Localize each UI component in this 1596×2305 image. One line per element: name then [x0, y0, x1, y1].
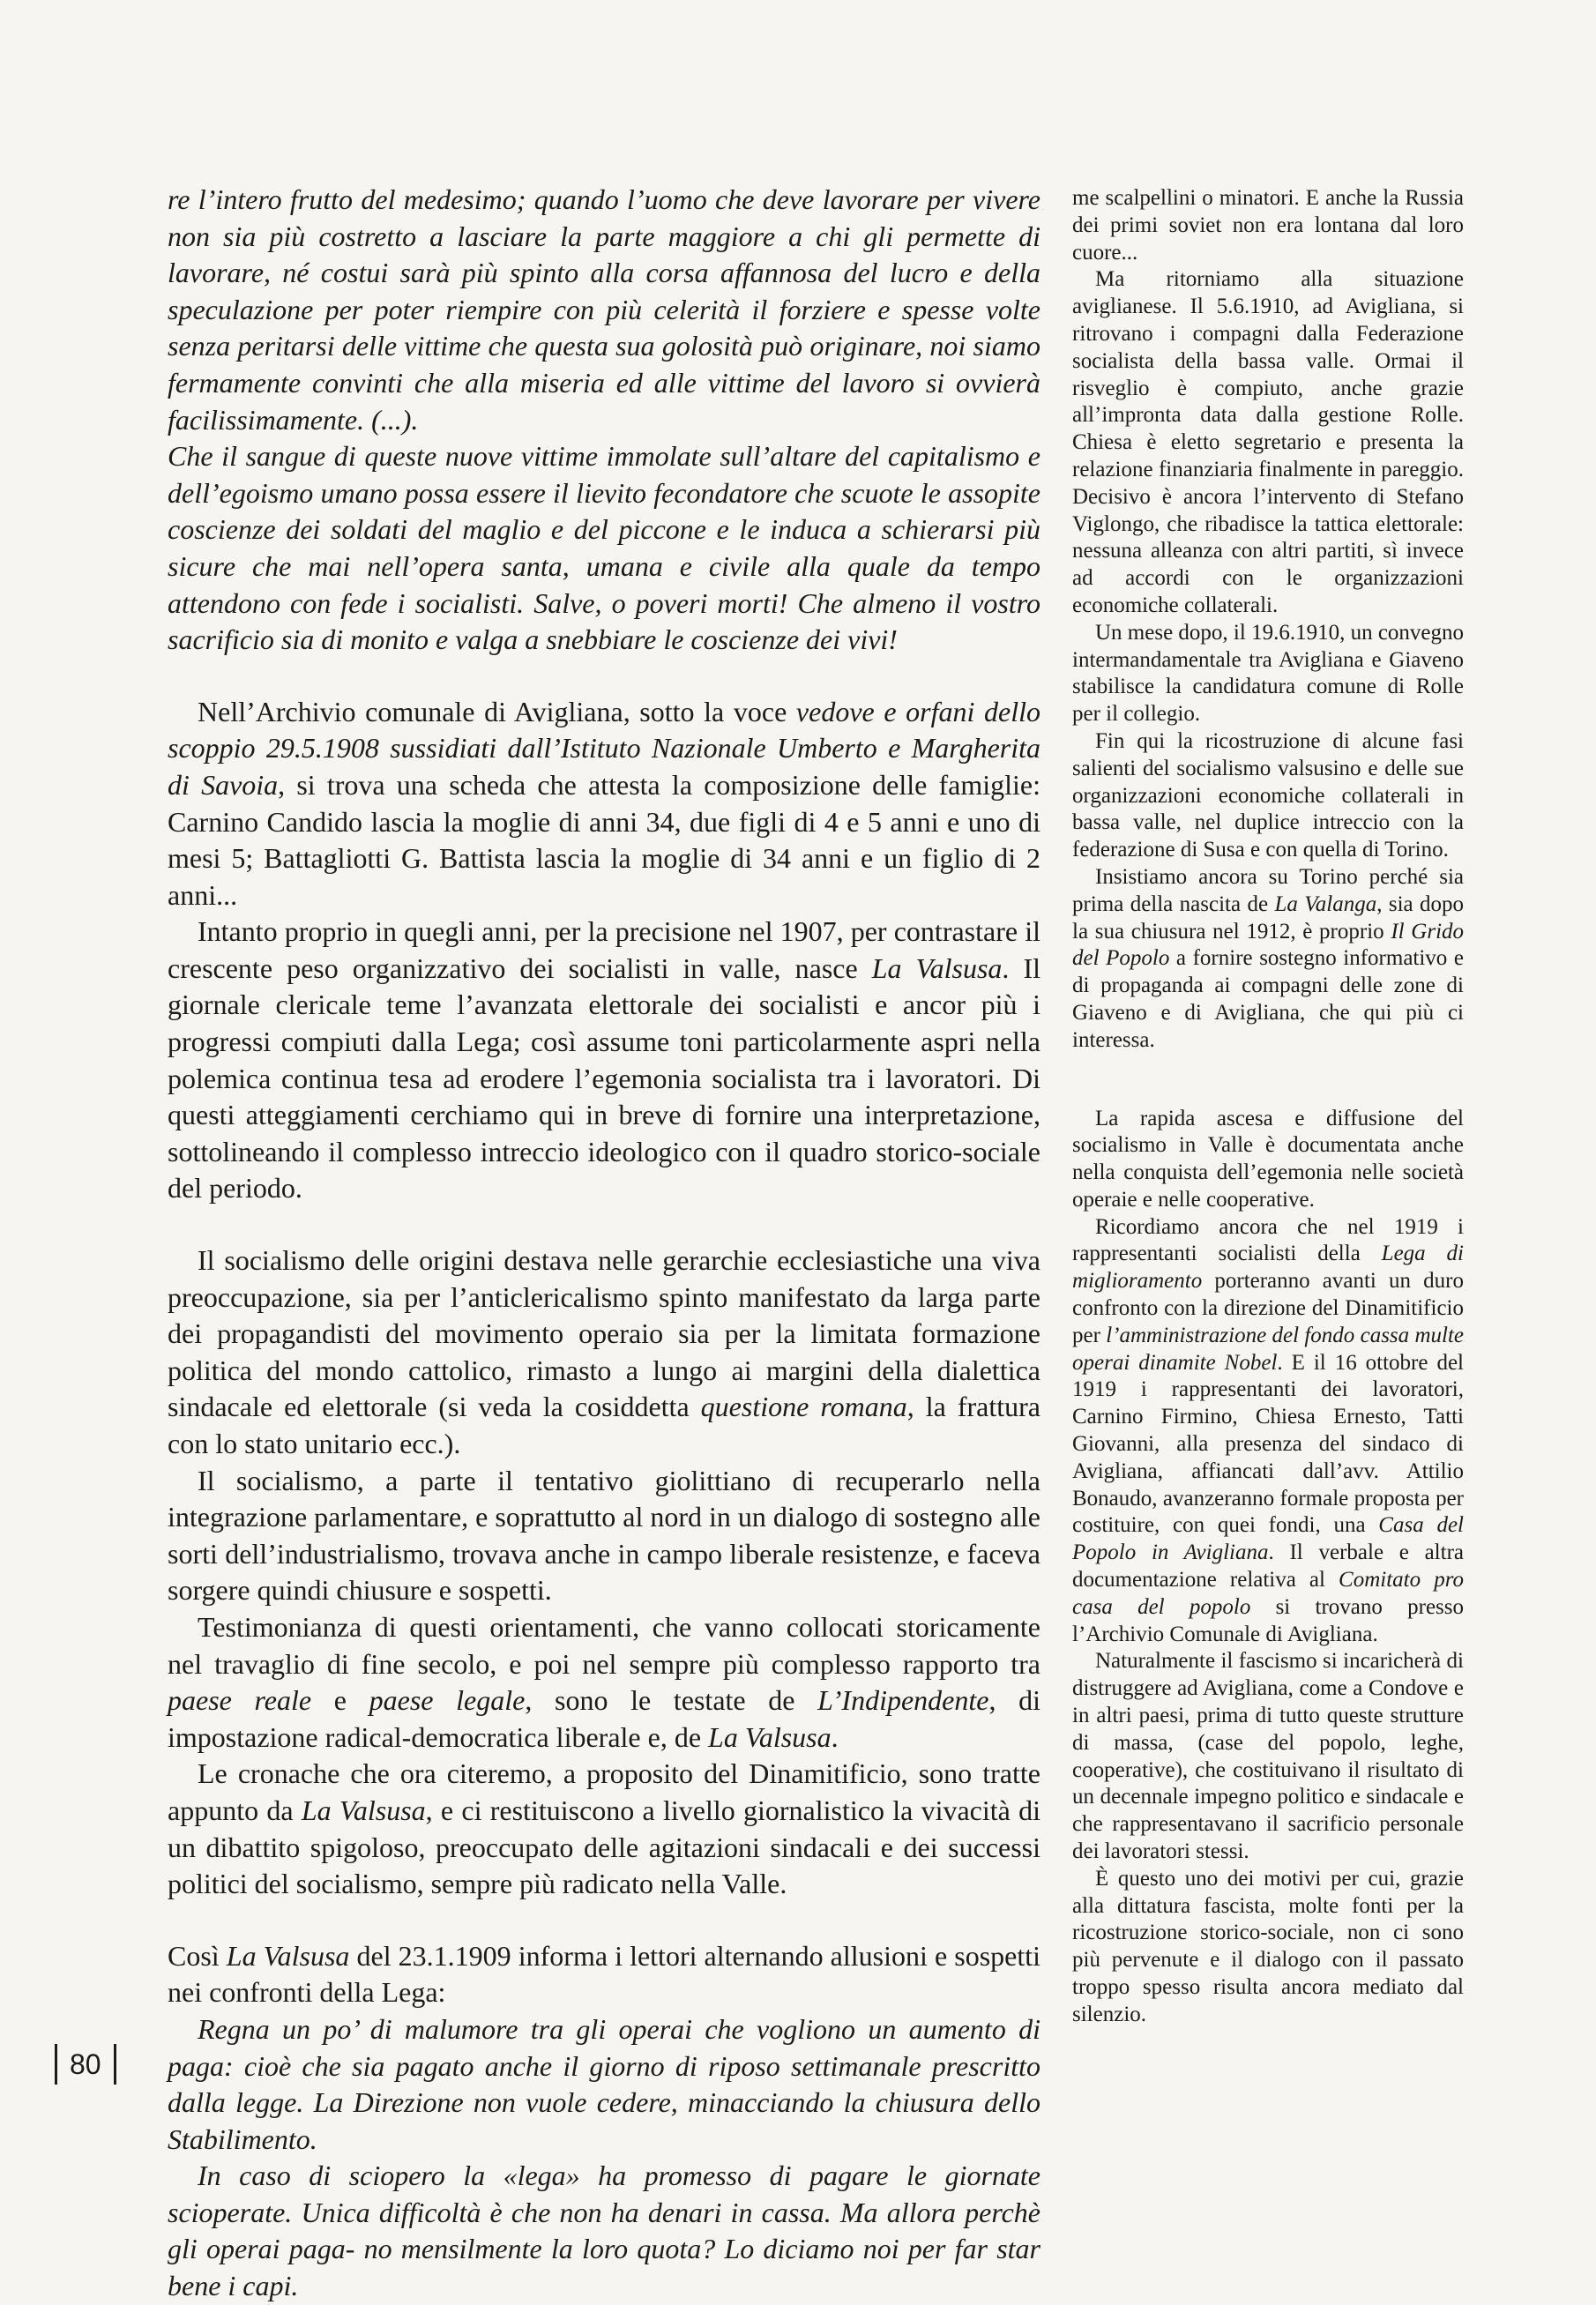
italic-text: vedove e orfani dello scoppio 29.5.1908 sussidiati dall’Istituto Nazionale Umberto e Margherita di Savoia	[168, 695, 1041, 801]
side-paragraph	[1072, 728, 1464, 864]
italic-text: l’amministrazione del fondo cassa multe operai dinamite Nobel	[1072, 1323, 1465, 1375]
text: , di impostazione radical-democratica liberale e, de	[168, 1684, 1041, 1753]
italic-text: Regna un po’ di malumore tra gli operai che vogliono un aumento di paga: cioè che sia pagato anche il giorno di riposo settimanale prescritto dalla legge. La Direzione non vuole cedere, minacciando la chiusura dello Stabilimento.	[168, 2012, 1040, 2155]
text: Fin qui la ricostruzione di alcune fasi salienti del socialismo valsusino e delle sue organizzazioni economiche collaterali in bassa valle, nel duplice intreccio con la federazione di Susa e con quella di Torino.	[1072, 728, 1464, 862]
text: a fornire sostegno informativo e di propaganda ai compagni delle zone di Giaveno e di Avigliana, che qui più ci interessa.	[1072, 946, 1464, 1052]
text: , sia dopo la sua chiusura nel 1912, è proprio	[1072, 891, 1464, 944]
text: del 23.1.1909 informa i lettori alternando allusioni e sospetti nei confronti della Lega:	[168, 1939, 1041, 2009]
italic-text: Il Grido del Popolo	[1072, 919, 1465, 971]
text: Il socialismo, a parte il tentativo giolittiano di recuperarlo nella integrazione parlamentare, e soprattutto al nord in un dialogo di sostegno alle sorti dell’industrialismo, trovava anche in campo liberale resistenze, e faceva sorgere quindi chiusure e sospetti.	[168, 1464, 1040, 1607]
quote-paragraph	[168, 182, 1040, 438]
italic-text: Comitato pro casa del popolo	[1072, 1568, 1464, 1619]
side-paragraph	[1072, 1866, 1464, 2029]
text: .	[831, 1720, 839, 1753]
side-column	[1072, 185, 1464, 2029]
italic-text: La Valsusa	[226, 1939, 350, 1972]
text: Nell’Archivio comunale di Avigliana, sotto la voce	[198, 695, 796, 727]
text: Testimonianza di questi orientamenti, che vanno collocati storicamente nel travaglio di fine secolo, e poi nel sempre più complesso rapporto tra	[168, 1610, 1040, 1680]
text: , e ci restituiscono a livello giornalistico la vivacità di un dibattito spigoloso, preoccupato delle agitazioni sindacali e dei successi politici del socialismo, sempre più radicato nella Valle.	[168, 1794, 1041, 1900]
text: Un mese dopo, il 19.6.1910, un convegno intermandamentale tra Avigliana e Giaveno stabilisce la candidatura comune di Rolle per il collegio.	[1072, 620, 1465, 727]
side-paragraph	[1072, 266, 1464, 619]
quote-paragraph	[168, 438, 1040, 659]
quote-paragraph	[168, 2011, 1040, 2158]
paragraph	[168, 1463, 1040, 1609]
italic-text: Che il sangue di queste nuove vittime immolate sull’altare del capitalismo e dell’egoismo umano possa essere il lievito fecondatore che scuote le assopite coscienze dei soldati del maglio e del piccone e le induca a schierarsi più sicure che mai nell’opera santa, umana e civile alla quale da tempo attendono con fede i socialisti. Salve, o poveri morti! Che almeno il vostro sacrificio sia di monito e valga a snebbiare le coscienze dei vivi!	[168, 440, 1040, 656]
text: me scalpellini o minatori. E anche la Russia dei primi soviet non era lontana dal loro cuore...	[1072, 186, 1464, 265]
italic-text: La Valanga	[1274, 891, 1377, 916]
quote-block-2	[168, 2011, 1040, 2305]
italic-text: La Valsusa	[708, 1720, 832, 1753]
paragraph	[168, 914, 1040, 1207]
page-number-rule	[114, 2044, 116, 2085]
italic-text: re l’intero frutto del medesimo; quando l’uomo che deve lavorare per vivere non sia più costretto a lasciare la parte maggiore a chi gli permette di lavorare, né costui sarà più spinto alla corsa affannosa del lucro e della speculazione per poter riempire con più celerità il forziere e spesse volte senza peritarsi delle vittime che questa sua golosità può originare, noi siamo fermamente convinti che alla miseria ed alle vittime del lavoro si ovvierà facilissimamente. (...).	[168, 183, 1040, 436]
italic-text: L’Indipendente	[817, 1684, 989, 1717]
italic-text: questione romana	[700, 1391, 907, 1423]
text: . E il 16 ottobre del 1919 i rappresentanti dei lavoratori, Carnino Firmino, Chiesa Ernesto, Tatti Giovanni, alla presenza del sindaco di Avigliana, affiancati dall’avv. Attilio Bonaudo, avanzeranno formale proposta per costituire, con quei fondi, una	[1072, 1350, 1464, 1538]
text: La rapida ascesa e diffusione del socialismo in Valle è documentata anche nella conquista dell’egemonia nelle società operaie e nelle cooperative.	[1072, 1106, 1464, 1212]
text: , sono le testate de	[525, 1684, 818, 1717]
text: Ma ritorniamo alla situazione aviglianese. Il 5.6.1910, ad Avigliana, si ritrovano i compagni dalla Federazione socialista della bassa valle. Ormai il risveglio è compiuto, anche grazie all’impronta data dalla gestione Rolle. Chiesa è eletto segretario e presenta la relazione finanziaria finalmente in pareggio. Decisivo è ancora l’intervento di Stefano Viglongo, che ribadisce la tattica elettorale: nessuna alleanza con altri partiti, sì invece ad accordi con le organizzazioni economiche collaterali.	[1072, 267, 1464, 617]
text: Naturalmente il fascismo si incaricherà di distruggere ad Avigliana, come a Condove e in altri paesi, prima di tutto queste strutture di massa, (case del popolo, leghe, cooperative), che costituivano il risultato di un decennale impegno politico e sindacale e che rappresentavano il sacrificio personale dei lavoratori stessi.	[1072, 1649, 1464, 1864]
italic-text: La Valsusa	[871, 951, 1003, 984]
text: Il socialismo delle origini destava nelle gerarchie ecclesiastiche una viva preoccupazione, sia per l’anticlericalismo spinto manifestato da larga parte dei propagandisti del movimento operaio sia per la limitata formazione politica del mondo cattolico, rimasto a lungo ai margini della dialettica sindacale ed elettorale (si veda la cosiddetta	[168, 1244, 1040, 1423]
text: Così	[168, 1939, 227, 1972]
page-number	[55, 2044, 116, 2085]
text: È questo uno dei motivi per cui, grazie alla dittatura fascista, molte fonti per la ricostruzione storico-sociale, non ci sono più pervenute e il dialogo con il passato troppo spesso risulta ancora mediato dal silenzio.	[1072, 1866, 1464, 2026]
text: Ricordiamo ancora che nel 1919 i rappresentanti socialisti della	[1072, 1214, 1464, 1266]
page-number-text: 80	[70, 2048, 101, 2080]
italic-text: paese legale	[369, 1684, 526, 1717]
side-paragraph	[1072, 1214, 1464, 1649]
text: , la frattura con lo stato unitario ecc.).	[168, 1391, 1041, 1459]
text: Insistiamo ancora su Torino perché sia prima della nascita de	[1072, 864, 1464, 916]
page-number-rule	[55, 2044, 57, 2085]
text: . Il giornale clericale teme l’avanzata elettorale dei socialisti e ancor più i progressi compiuti dalla Lega; così assume toni particolarmente aspri nella polemica continua tesa ad erodere l’egemonia socialista tra i lavoratori. Di questi atteggiamenti cerchiamo qui in breve di fornire una interpretazione, sottolineando il complesso intreccio ideologico con il quadro storico-sociale del periodo.	[168, 951, 1040, 1205]
italic-text: paese reale	[168, 1684, 312, 1717]
side-paragraph	[1072, 1106, 1464, 1214]
text: . Il verbale e altra documentazione relativa al	[1072, 1540, 1464, 1593]
side-paragraph	[1072, 185, 1464, 266]
quote-block-1	[168, 182, 1040, 659]
side-paragraph	[1072, 1648, 1464, 1865]
side-paragraph	[1072, 864, 1464, 1055]
italic-text: Lega di miglioramento	[1072, 1242, 1464, 1294]
paragraph	[168, 694, 1040, 914]
quote-paragraph	[168, 2158, 1040, 2304]
text: Le cronache che ora citeremo, a proposito del Dinamitificio, sono tratte appunto da	[168, 1757, 1040, 1826]
side-paragraph	[1072, 620, 1464, 728]
text: , si trova una scheda che attesta la composizione delle famiglie: Carnino Candido lascia la moglie di anni 34, due figli di 4 e 5 anni e uno di mesi 5; Battagliotti G. Battista lascia la moglie di 34 anni e un figlio di 2 anni...	[168, 768, 1041, 911]
text: e	[311, 1684, 369, 1717]
paragraph	[168, 1938, 1040, 2011]
text: si trovano presso l’Archivio Comunale di Avigliana.	[1072, 1594, 1464, 1646]
italic-text: In caso di sciopero la «lega» ha promesso di pagare le giornate scioperate. Unica difficoltà è che non ha denari in cassa. Ma allora perchè gli operai paga- no mensilmente la loro quota? Lo diciamo noi per far star bene i capi.	[168, 2160, 1040, 2302]
text: Intanto proprio in quegli anni, per la precisione nel 1907, per contrastare il crescente peso organizzativo dei socialisti in valle, nasce	[168, 915, 1040, 984]
italic-text: La Valsusa	[301, 1794, 426, 1826]
text: porteranno avanti un duro confronto con la direzione del Dinamitificio per	[1072, 1269, 1464, 1347]
paragraph	[168, 1242, 1040, 1463]
paragraph	[168, 1609, 1040, 1756]
italic-text: Casa del Popolo in Avigliana	[1072, 1513, 1464, 1565]
main-column	[168, 182, 1040, 2305]
paragraph	[168, 1756, 1040, 1902]
